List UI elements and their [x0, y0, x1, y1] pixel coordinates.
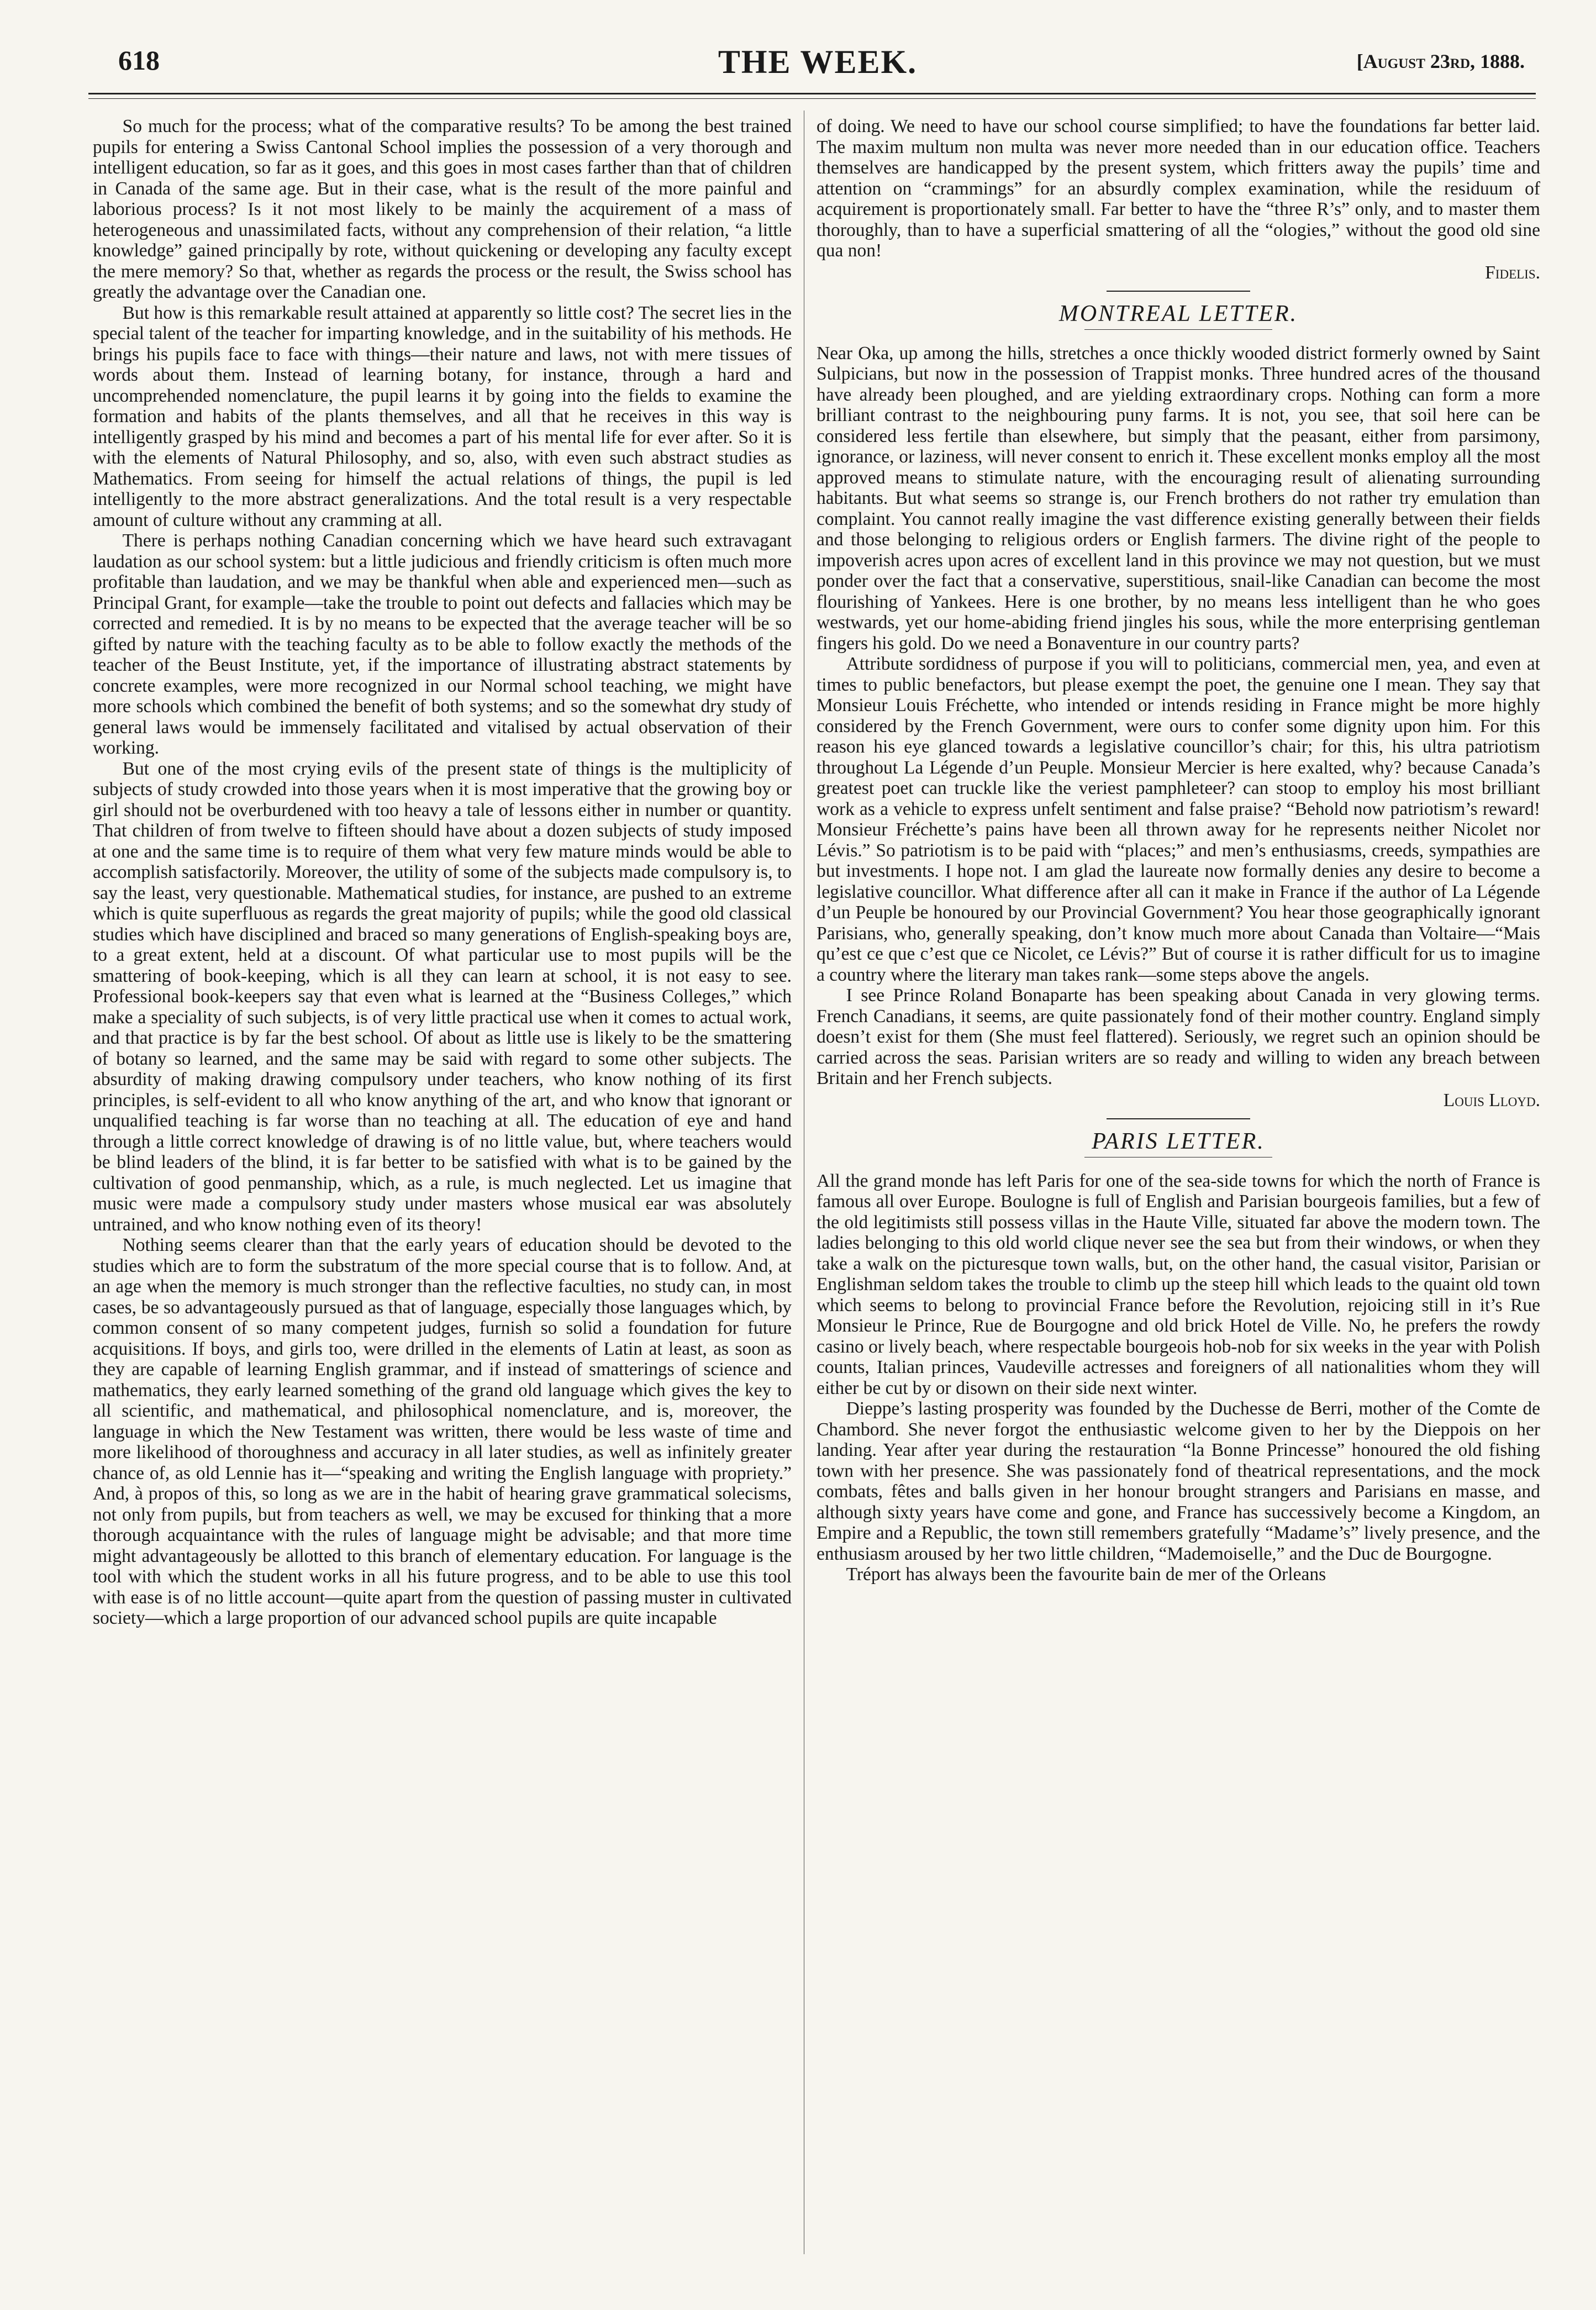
page-header: [110, 44, 1525, 94]
article-continuation: of doing. We need to have our school course simplified; to have the foundations far better laid. The maxim multum non multa was never more needed than in our education office. Teachers themselves are handicapped by the present system, which fritters away the pupils’ time and attention on “crammings” for an absurdly complex examination, while the residuum of acquirement is proportionately small. Far better to have the “three R’s” only, and to master them thoroughly, than to have a superficial smattering of all the “ologies,” without the good old sine qua non!: [817, 116, 1540, 261]
article-paragraph: All the grand monde has left Paris for one of the sea-side towns for which the north of France is famous all over Europe. Boulogne is full of English and Parisian bourgeois families, but a few of the old legitimists still possess villas in the Haute Ville, situated far above the modern town. The ladies belonging to this old world clique never see the sea but from their windows, or when they take a walk on the picturesque town walls, but, on the other hand, the casual visitor, Parisian or Englishman seldom takes the trouble to climb up the steep hill which leads to the quaint old town which seems to belong to provincial France before the Revolution, rejoicing still in it’s Rue Monsieur le Prince, Rue de Bourgogne and old brick Hotel de Ville. No, he prefers the rowdy casino or lively beach, where respectable bourgeois hob-nob for six weeks in the year with Polish counts, Italian princes, Vaudeville actresses and foreigners of all nationalities whom they will either be cut by or disown on their side next winter.: [817, 1170, 1540, 1398]
section-divider: [1107, 1118, 1250, 1119]
article-paragraph: Nothing seems clearer than that the early years of education should be devoted to the studies which are to form the substratum of the more special course that is to follow. And, at an age when the memory is much stronger than the reflective faculties, no study can, in most cases, be so advantageously pursued as that of language, especially those languages which, by common consent of so many competent judges, furnish so solid a foundation for future acquisitions. If boys, and girls too, were drilled in the elements of Latin at least, as soon as they are capable of learning English grammar, and if instead of smatterings of science and mathematics, they early learned something of the grand old language which gives the key to all scientific, and mathematical, and philosophical nomenclature, and is, moreover, the language in which the New Testament was written, there would be less waste of time and more likelihood of thoroughness and accuracy in all later studies, as well as infinitely greater chance of, as old Lennie has it—“speaking and writing the English language with propriety.” And, à propos of this, so long as we are in the habit of hearing grave grammatical solecisms, not only from pupils, but from teachers as well, we may be excused for thinking that a more thorough acquaintance with the rules of language might be advisable; and that more time might advantageously be allotted to this branch of elementary education. For language is the tool with which the student works in all his future progress, and to be able to use this tool with ease is of no little account—quite apart from the question of passing muster in cultivated society—which a large proportion of our advanced school pupils are quite incapable: [93, 1235, 792, 1628]
article-paragraph: But how is this remarkable result attained at apparently so little cost? The secret lies in the special talent of the teacher for imparting knowledge, and in the suitability of his methods. He brings his pupils face to face with things—their nature and laws, not with mere tissues of words about them. Instead of learning botany, for instance, through a hard and uncomprehended nomenclature, the pupil learns it by going into the fields to examine the formation and habits of the plants themselves, and all that he receives in this way is intelligently grasped by his mind and becomes a part of his mental life for ever after. So it is with the elements of Natural Philosophy, and so, also, with even such abstract studies as Mathematics. From seeing for himself the actual relations of things, the pupil is led intelligently to the more abstract generalizations. And the total result is a very respectable amount of culture without any cramming at all.: [93, 302, 792, 530]
article-paragraph: Tréport has always been the favourite bain de mer of the Orleans: [846, 1564, 1326, 1585]
section-divider: [1107, 291, 1250, 292]
article-paragraph: Dieppe’s lasting prosperity was founded by the Duchesse de Berri, mother of the Comte de Chambord. She never forgot the enthusiastic welcome given to her by the Dieppois on her landing. Year after year during the restauration “la Bonne Princesse” honoured the old fishing town with her presence. She was passionately fond of theatrical representations, and the mock combats, fêtes and balls given in her honour brought strangers and Parisians en masse, and although sixty years have come and gone, and France has successively become a Kingdom, an Empire and a Republic, the town still remembers gratefully “Madame’s” lively presence, and the enthusiasm aroused by her two little children, “Mademoiselle,” and the Duc de Bourgogne.: [817, 1398, 1540, 1564]
header-rule: [88, 93, 1536, 94]
author-signature: Louis Lloyd.: [1443, 1090, 1540, 1111]
left-column: [93, 116, 792, 1629]
article-paragraph: Near Oka, up among the hills, stretches a once thickly wooded district formerly owned by Saint Sulpicians, but now in the possession of Trappist monks. Three hundred acres of the thousand have already been ploughed, and are yielding extraordinary crops. Nothing can form a more brilliant contrast to the neighbouring puny farms. It is not, you see, that soil here can be considered less fertile than elsewhere, but simply that the peasant, either from parsimony, ignorance, or laziness, will never consent to enrich it. These excellent monks employ all the most approved means to stimulate nature, with the encouraging result of alienating surrounding habitants. But what seems so strange is, our French brothers do not rather try emulation than complaint. You cannot really imagine the vast difference existing generally between their fields and those belonging to religious orders or English farmers. The divine right of the people to impoverish acres upon acres of excellent land in this province we may not question, but we must ponder over the fact that a conservative, superstitious, snail-like Canadian can become the most flourishing of Yankees. Here is one brother, by no means less intelligent than he who goes westwards, yet our home-abiding friend jingles his sous, while the more enterprising gentleman fingers his gold. Do we need a Bonaventure in our country parts?: [817, 343, 1540, 654]
issue-date: [August 23rd, 1888.: [1356, 50, 1525, 72]
section-title-rule: [1084, 329, 1272, 330]
section-title-montreal: MONTREAL LETTER.: [1058, 301, 1298, 327]
article-paragraph: But one of the most crying evils of the present state of things is the multiplicity of subjects of study crowded into those years when it is most imperative that the growing boy or girl should not be overburdened with too heavy a tale of lessons either in number or quantity. That children of from twelve to fifteen should have about a dozen subjects of study imposed at one and the same time is to require of them what very few mature minds would be able to accomplish satisfactorily. Moreover, the utility of some of the subjects made compulsory is, to say the least, very questionable. Mathematical studies, for instance, are pushed to an extreme which is quite superfluous as regards the great majority of pupils; while the good old classical studies which have disciplined and braced so many generations of English-speaking boys are, to a great extent, held at a discount. Of what particular use to most pupils will be the smattering of book-keeping, which is all they can learn at school, it is not easy to see. Professional book-keepers say that even what is learned at the “Business Colleges,” which make a speciality of such subjects, is of very little practical use when it comes to actual work, and that practice is by far the best school. Of about as little use is likely to be the smattering of botany so learned, and the same may be said with regard to some other subjects. The absurdity of making drawing compulsory under teachers, who know nothing of its first principles, is self-evident to all who know anything of the art, and who know that ignorant or unqualified teaching is far worse than no teaching at all. The education of eye and hand through a little correct knowledge of drawing is of no little value, but, where teachers would be blind leaders of the blind, it is far better to be satisfied with what is to be gained by the cultivation of good penmanship, which, as a rule, is much neglected. Let us imagine that music were made a compulsory study under masters whose musical ear was absolutely untrained, and who know nothing even of its theory!: [93, 758, 792, 1235]
article-paragraph: There is perhaps nothing Canadian concerning which we have heard such extravagant laudation as our school system: but a little judicious and friendly criticism is often much more profitable than laudation, and we may be thankful when able and experienced men—such as Principal Grant, for example—take the trouble to point out defects and fallacies which may be corrected and remedied. It is by no means to be expected that the average teacher will be so gifted by nature with the teaching faculty as to be able to follow exactly the methods of the teacher of the Beust Institute, yet, if the importance of illustrating abstract statements by concrete examples, were more recognized in our Normal school teaching, we might have more schools which combined the benefit of both systems; and so the somewhat dry study of general laws would be immensely facilitated and vitalised by actual observation of their working.: [93, 530, 792, 758]
newspaper-title: THE WEEK.: [718, 44, 918, 80]
header-rule-thin: [88, 98, 1536, 99]
page-number: 618: [118, 45, 160, 76]
author-signature: Fidelis.: [1485, 262, 1540, 283]
article-paragraph: I see Prince Roland Bonaparte has been speaking about Canada in very glowing terms. French Canadians, it seems, are quite passionately fond of their mother country. England simply doesn’t exist for them (She must feel flattered). Seriously, we regret such an opinion should be carried across the seas. Parisian writers are so ready and willing to widen any breach between Britain and her French subjects.: [817, 985, 1540, 1088]
article-paragraph: So much for the process; what of the comparative results? To be among the best trained pupils for entering a Swiss Cantonal School implies the possession of a very thorough and intelligent education, so far as it goes, and this goes in most cases farther than that of children in Canada of the same age. But in their case, what is the result of the more painful and laborious process? Is it not most likely to be mainly the acquirement of a mass of heterogeneous and unassimilated facts, without any comprehension of their relation, “a little knowledge” gained principally by rote, without quickening or developing any faculty except the mere memory? So that, whether as regards the process or the result, the Swiss school has greatly the advantage over the Canadian one.: [93, 116, 792, 302]
section-title-paris: PARIS LETTER.: [1092, 1129, 1265, 1154]
article-paragraph: Attribute sordidness of purpose if you will to politicians, commercial men, yea, and even at times to public benefactors, but please exempt the poet, the genuine one I mean. They say that Monsieur Louis Fréchette, who intended or intends residing in France might be more highly considered by the French Government, were ours to confer some dignity upon him. For this reason his eye glanced towards a legislative councillor’s chair; for this, his ultra patriotism throughout La Légende d’un Peuple. Monsieur Mercier is here exalted, why? because Canada’s greatest poet can truckle like the veriest pamphleteer? can stoop to employ his most brilliant work as a vehicle to express unfelt sentiment and false praise? “Behold now patriotism’s reward! Monsieur Fréchette’s pains have been all thrown away for he represents neither Nicolet nor Lévis.” So patriotism is to be paid with “places;” and men’s enthusiasms, creeds, sympathies are but investments. I hope not. I am glad the laureate now formally denies any desire to become a legislative councillor. What difference after all can it make in France if the author of La Légende d’un Peuple be honoured by our Provincial Government? You hear those geographically ignorant Parisians, who, generally speaking, don’t know much more about Canada than Voltaire—“Mais qu’est ce que c’est que ce Nicolet, ce Lévis?” But of course it is rather difficult for us to imagine a country where the literary man takes rank—some steps above the angels.: [817, 654, 1540, 985]
right-column: [817, 116, 1540, 1585]
